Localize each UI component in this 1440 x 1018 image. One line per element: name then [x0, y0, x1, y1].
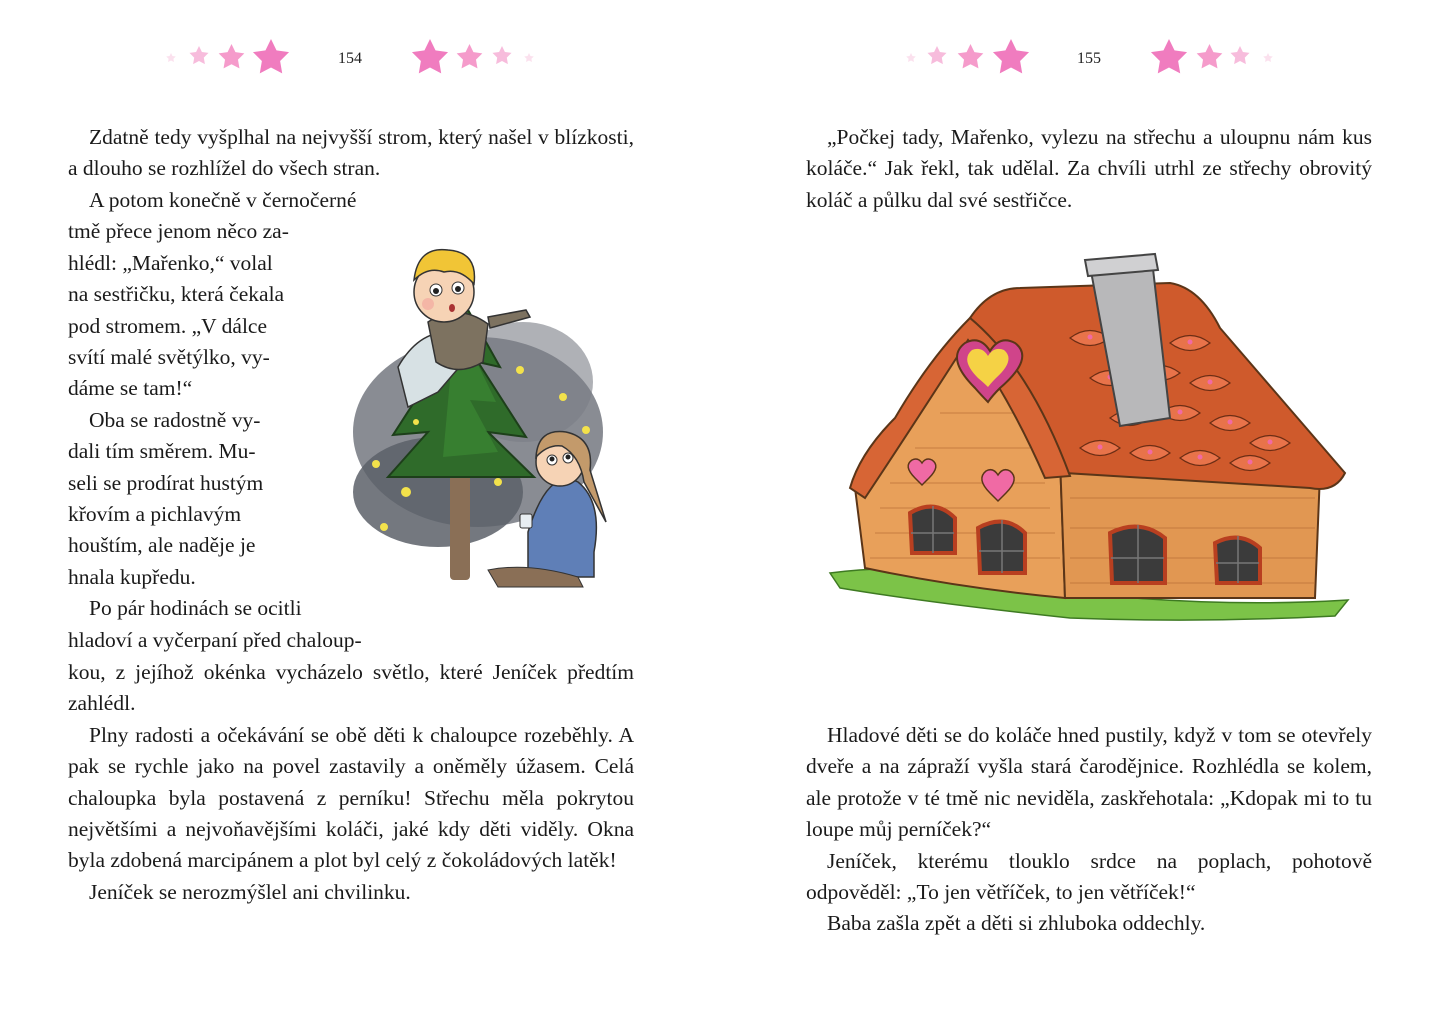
paragraph: Zdatně tedy vyšplhal na nejvyšší strom, který našel v blízkosti, a dlouho se rozhlížel do všech stran.: [68, 125, 634, 181]
text-block: [68, 657, 634, 908]
star-icon: [456, 44, 483, 71]
text-line: Oba se radostně vy-: [89, 407, 261, 432]
star-icon: [1196, 44, 1223, 71]
star-icon: [252, 39, 290, 77]
star-icon: [1263, 53, 1273, 63]
text-line: pod stromem. „V dálce: [68, 313, 268, 338]
star-icon: [957, 44, 984, 71]
star-icon: [992, 39, 1030, 77]
paragraph: „Počkej tady, Mařenko, vylezu na střechu a uloupnu nám kus koláče.“ Jak řekl, tak udělal. Za chvíli utrhl ze střechy obrovitý koláč a půlku dal své sestřičce.: [806, 125, 1372, 212]
text-line: Po pár hodinách se ocitli: [89, 596, 302, 621]
text-line: křovím a pichlavým: [68, 502, 242, 527]
text-line: A potom konečně v černočerné: [89, 188, 357, 212]
text-block: [806, 720, 1372, 940]
star-icon: [906, 53, 916, 63]
paragraph: Jeníček se nerozmýšlel ani chvilinku.: [89, 879, 411, 904]
text-line: tmě přece jenom něco za-: [68, 219, 289, 244]
star-icon: [166, 53, 176, 63]
star-icon: [492, 46, 512, 66]
text-line: seli se prodírat hustým: [68, 470, 264, 495]
paragraph: Jeníček, kterému tlouklo srdce na poplach, pohotově odpověděl: „To jen větříček, to jen větříček!“: [806, 848, 1372, 905]
star-icon: [1150, 39, 1188, 77]
paragraph: Baba zašla zpět a děti si zhluboka oddechly.: [827, 911, 1206, 936]
star-icon: [524, 53, 534, 63]
text-line: hnala kupředu.: [68, 564, 196, 589]
paragraph: kou, z jejíhož okénka vycházelo světlo, které Jeníček předtím zahlédl.: [68, 660, 634, 716]
text-line: dáme se tam!“: [68, 376, 193, 401]
text-line: dali tím směrem. Mu-: [68, 439, 256, 464]
gingerbread-house-illustration: [820, 248, 1360, 643]
star-icon: [927, 46, 947, 66]
text-line: hladoví a vyčerpaní před chaloup-: [68, 627, 362, 652]
star-icon: [1230, 46, 1250, 66]
star-icon: [189, 46, 209, 66]
right-page: [720, 0, 1440, 1018]
paragraph: Hladové děti se do koláče hned pustily, když v tom se otevřely dveře a na zápraží vyšla stará čarodějnice. Rozhlédla se kolem, ale protože v té tmě nic neviděla, zaskřehotala: „Kdopak mi to tu loupe můj perníček?“: [806, 723, 1372, 842]
page-number: 155: [1077, 50, 1101, 67]
text-line: houštím, ale naděje je: [68, 533, 256, 558]
text-line: svítí malé světýlko, vy-: [68, 345, 270, 370]
children-tree-illustration: [348, 232, 624, 592]
paragraph: Plny radosti a očekávání se obě děti k chaloupce rozeběhly. A pak se rychle jako na povel zastavily a oněměly úžasem. Celá chaloupka byla postavená z perníku! Střechu měla pokrytou největšími a nejvoňavějšími koláči, jaké kdy děti viděly. Okna byla zdobená marcipánem a plot byl celý z čokoládových latěk!: [68, 722, 634, 873]
page-number: 154: [338, 50, 362, 67]
text-line: hlédl: „Mařenko,“ volal: [68, 250, 273, 275]
star-icon: [411, 39, 449, 77]
text-line: na sestřičku, která čekala: [68, 282, 285, 307]
star-icon: [218, 44, 245, 71]
page-header: [0, 38, 720, 82]
page-header: [720, 38, 1440, 82]
